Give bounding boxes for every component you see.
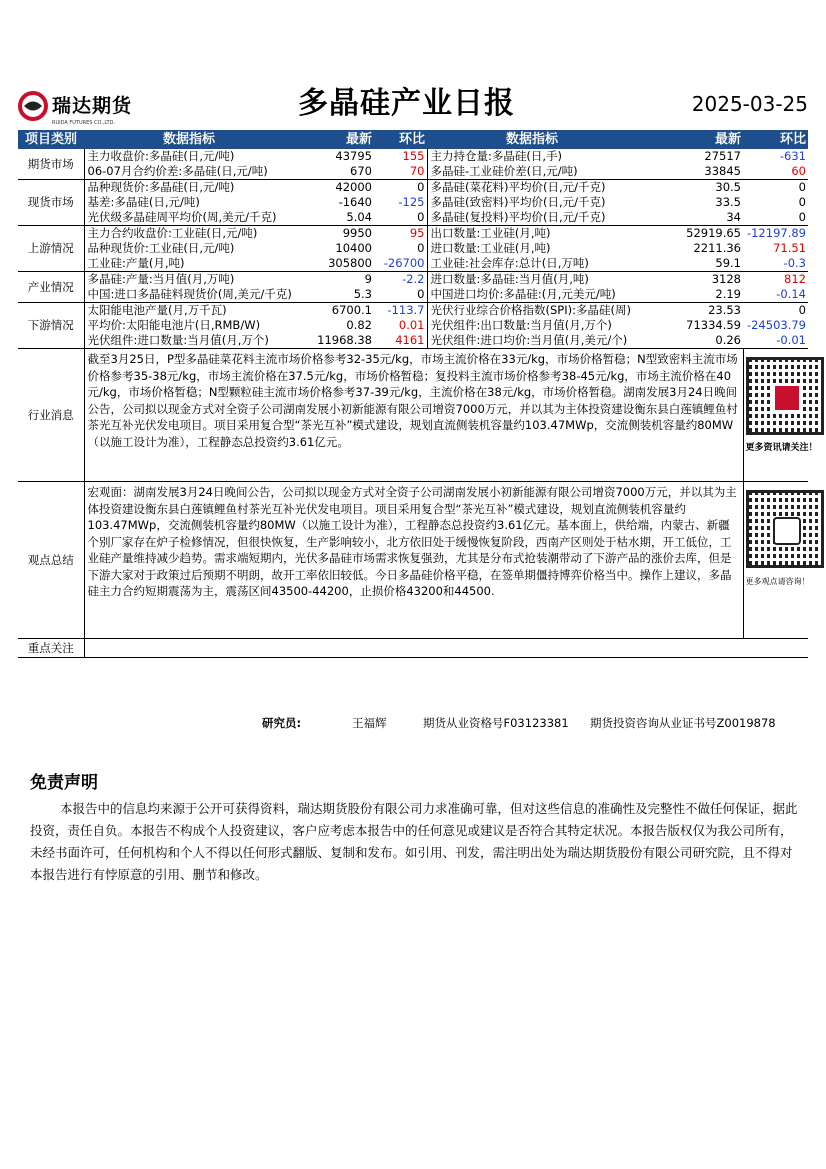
indicator-name: 太阳能电池产量(月,万千瓦) — [87, 303, 227, 317]
change-value: -0.14 — [743, 287, 808, 303]
indicator-name: 工业硅:产量(月,吨) — [84, 256, 294, 272]
change-value: 60 — [743, 164, 808, 180]
change-value: 0 — [374, 287, 427, 303]
qr-caption-viewpoint: 更多观点请咨询！ — [745, 577, 810, 586]
indicator-name: 进口数量:多晶硅:当月值(月,吨) — [430, 272, 589, 286]
industry-news-text: 截至3月25日，P型多晶硅菜花料主流市场价格参考32-35元/kg，市场主流价格在33元/kg，市场价格暂稳；N型致密料主流市场价格参考35-38元/kg，市场主流价格在37.5元/kg，市场价格暂稳；复投料主流市场价格参考38-45元/kg，市场主流价格在40元/kg，市场价格暂稳；N型颗粒硅主流市场价格参考37-39元/kg，主流价格在38元/kg，市场价格暂稳。湖南发展3月24日晚间公告，公司拟以现金方式对全资子公司湖南发展小初新能源有限公司增资7000万元，并以其为主体投资建设衡东县白莲镇鲤鱼村茶光互补光伏发电项目。项目采用复合型“茶光互补”模式建设，规划直流侧装机容量约103.47MWp，交流侧装机容量约80MW（以施工设计为准），工程静态总投资约3.61亿元。 — [84, 349, 743, 482]
latest-value: 0.26 — [637, 333, 743, 349]
indicator-name: 主力收盘价:多晶硅(日,元/吨) — [87, 149, 235, 163]
col-indicator-left: 数据指标 — [84, 130, 294, 149]
indicator-name: 光伏组件:进口数量:当月值(月,万个) — [84, 333, 294, 349]
researcher-consult-cert: 期货投资咨询从业证书号Z0019878 — [590, 716, 776, 730]
company-name: 瑞达期货 — [52, 95, 133, 117]
researcher-name: 王福辉 — [352, 716, 387, 730]
indicator-name: 光伏组件:出口数量:当月值(月,万个) — [430, 318, 612, 332]
change-value: 0 — [374, 241, 427, 256]
latest-value: 9 — [364, 272, 372, 286]
change-value: 155 — [374, 149, 427, 164]
table-row — [18, 287, 808, 303]
change-value: -24503.79 — [746, 318, 806, 332]
table-row — [18, 195, 808, 210]
col-change-right: 环比 — [743, 130, 808, 149]
focus-label: 重点关注 — [18, 639, 84, 658]
table-row — [18, 333, 808, 349]
indicator-name: 多晶硅(致密料)平均价(日,元/千克) — [430, 195, 606, 209]
table-header-row — [18, 130, 808, 149]
latest-value: 305800 — [294, 256, 374, 272]
qr-code-viewpoint — [743, 482, 808, 639]
latest-value: 42000 — [335, 180, 372, 194]
latest-value: 11968.38 — [294, 333, 374, 349]
report-title: 多晶硅产业日报 — [298, 86, 515, 121]
indicator-name: 基差:多晶硅(日,元/吨) — [87, 195, 200, 209]
latest-value: 10400 — [335, 241, 372, 255]
change-value: 0 — [374, 210, 427, 226]
col-latest-right: 最新 — [637, 130, 743, 149]
disclaimer-text: 本报告中的信息均来源于公开可获得资料，瑞达期货股份有限公司力求准确可靠，但对这些信息的准确性及完整性不做任何保证，据此投资，责任自负。本报告不构成个人投资建议，客户应考虑本报告中的任何意见或建议是否符合其特定状况。本报告版权仅为我公司所有，未经书面许可，任何机构和个人不得以任何形式翻版、复制和发布。如引用、刊发，需注明出处为瑞达期货股份有限公司研究院，且不得对本报告进行有悖原意的引用、删节和修改。 — [30, 801, 798, 882]
table-row — [18, 164, 808, 180]
table-row — [18, 256, 808, 272]
indicator-name: 光伏级多晶硅周平均价(周,美元/千克) — [84, 210, 294, 226]
qr-caption-news: 更多资讯请关注！ — [745, 443, 818, 453]
indicator-name: 进口数量:工业硅(月,吨) — [430, 241, 551, 255]
company-subname: RUIDA FUTURES CO.,LTD. — [52, 120, 116, 126]
latest-value: -1640 — [338, 195, 372, 209]
change-value: -0.3 — [743, 256, 808, 272]
table-row — [18, 180, 808, 196]
change-value: 71.51 — [773, 241, 806, 255]
latest-value: 27517 — [704, 149, 741, 163]
latest-value: 33845 — [637, 164, 743, 180]
change-value: 812 — [784, 272, 806, 286]
industry-news-label: 行业消息 — [18, 349, 84, 482]
latest-value: 0.82 — [346, 318, 372, 332]
change-value: 0 — [374, 180, 427, 196]
report-header — [18, 78, 808, 128]
latest-value: 23.53 — [708, 303, 741, 317]
latest-value: 2.19 — [637, 287, 743, 303]
category-label: 现货市场 — [18, 180, 84, 226]
col-category: 项目类别 — [18, 130, 84, 149]
data-table — [18, 130, 818, 658]
change-value: 0 — [798, 303, 806, 317]
focus-row — [18, 639, 808, 658]
latest-value: 59.1 — [637, 256, 743, 272]
indicator-name: 中国:进口多晶硅料现货价(周,美元/千克) — [84, 287, 294, 303]
category-label: 上游情况 — [18, 226, 84, 272]
qr-code-icon — [746, 490, 824, 568]
indicator-name: 工业硅:社会库存:总计(日,万吨) — [427, 256, 637, 272]
change-value: 0 — [798, 180, 806, 194]
viewpoint-label: 观点总结 — [18, 482, 84, 639]
change-value: 0.01 — [374, 318, 427, 333]
latest-value: 34 — [637, 210, 743, 226]
indicator-name: 光伏组件:进口均价:当月值(月,美元/个) — [427, 333, 637, 349]
table-row — [18, 149, 808, 164]
category-label: 期货市场 — [18, 149, 84, 180]
latest-value: 52919.65 — [686, 226, 741, 240]
table-row — [18, 318, 808, 333]
change-value: 0 — [743, 210, 808, 226]
qr-code-icon — [746, 357, 824, 435]
indicator-name: 中国进口均价:多晶硅:(月,元美元/吨) — [427, 287, 637, 303]
industry-news-row — [18, 349, 808, 482]
indicator-name: 品种现货价:多晶硅(日,元/吨) — [87, 180, 235, 194]
latest-value: 30.5 — [715, 180, 741, 194]
change-value: -0.01 — [743, 333, 808, 349]
researcher-label: 研究员: — [262, 716, 302, 730]
indicator-name: 多晶硅-工业硅价差(日,元/吨) — [427, 164, 637, 180]
latest-value: 43795 — [335, 149, 372, 163]
indicator-name: 光伏行业综合价格指数(SPI):多晶硅(周) — [430, 303, 631, 317]
indicator-name: 多晶硅(复投料)平均价(日,元/千克) — [427, 210, 637, 226]
latest-value: 33.5 — [715, 195, 741, 209]
change-value: 4161 — [374, 333, 427, 349]
company-logo — [18, 90, 133, 126]
change-value: -2.2 — [374, 272, 427, 288]
viewpoint-row — [18, 482, 808, 639]
ruida-logo-icon — [18, 91, 48, 121]
indicator-name: 多晶硅(菜花料)平均价(日,元/千克) — [430, 180, 606, 194]
latest-value: 2211.36 — [693, 241, 741, 255]
viewpoint-text: 宏观面：湖南发展3月24日晚间公告，公司拟以现金方式对全资子公司湖南发展小初新能源有限公司增资7000万元，并以其为主体投资建设衡东县白莲镇鲤鱼村茶光互补光伏发电项目。项目采用复合型“茶光互补”模式建设，规划直流侧装机容量约103.47MWp，交流侧装机容量约80MW（以施工设计为准），工程静态总投资约3.61亿元。基本面上，供给端，内蒙古、新疆个别厂家存在炉子检修情况，但很快恢复，生产影响较小，北方依旧处于缓慢恢复阶段，西南产区则处于枯水期，开工低位，工业硅产量维持减少趋势。需求端短期内，光伏多晶硅市场需求恢复强劲，尤其是分布式抢装潮带动了下游产品的涨价去库，但是下游大家对于政策过后预期不明朗，故开工率依旧较低。今日多晶硅价格平稳，在签单期僵持博弈价格当中。操作上建议，多晶硅主力合约短期震荡为主，震荡区间43500-44200，止损价格43200和44500. — [84, 482, 743, 639]
latest-value: 5.04 — [294, 210, 374, 226]
category-label: 下游情况 — [18, 303, 84, 349]
change-value: -113.7 — [374, 303, 427, 319]
table-row — [18, 226, 808, 242]
change-value: -125 — [374, 195, 427, 210]
report-date: 2025-03-25 — [691, 92, 808, 116]
indicator-name: 出口数量:工业硅(月,吨) — [430, 226, 551, 240]
focus-text — [84, 639, 808, 658]
latest-value: 9950 — [342, 226, 372, 240]
table-row — [18, 303, 808, 319]
indicator-name: 品种现货价:工业硅(日,元/吨) — [87, 241, 235, 255]
col-change-left: 环比 — [374, 130, 427, 149]
indicator-name: 平均价:太阳能电池片(日,RMB/W) — [87, 318, 261, 332]
table-row — [18, 210, 808, 226]
change-value: -26700 — [374, 256, 427, 272]
change-value: -631 — [779, 149, 806, 163]
table-row — [18, 241, 808, 256]
indicator-name: 主力合约收盘价:工业硅(日,元/吨) — [87, 226, 258, 240]
category-label: 产业情况 — [18, 272, 84, 303]
change-value: 95 — [374, 226, 427, 242]
col-indicator-right: 数据指标 — [427, 130, 637, 149]
latest-value: 71334.59 — [686, 318, 741, 332]
change-value: -12197.89 — [746, 226, 806, 240]
researcher-qualification: 期货从业资格号F03123381 — [423, 716, 569, 730]
latest-value: 6700.1 — [331, 303, 372, 317]
latest-value: 5.3 — [294, 287, 374, 303]
indicator-name: 多晶硅:产量:当月值(月,万吨) — [87, 272, 235, 286]
latest-value: 3128 — [711, 272, 741, 286]
disclaimer-title: 免责声明 — [30, 773, 98, 793]
qr-code-news — [743, 349, 818, 482]
col-latest-left: 最新 — [294, 130, 374, 149]
change-value: 70 — [374, 164, 427, 180]
change-value: 0 — [798, 195, 806, 209]
latest-value: 670 — [294, 164, 374, 180]
indicator-name: 主力持仓量:多晶硅(日,手) — [430, 149, 563, 163]
table-row — [18, 272, 808, 288]
indicator-name: 06-07月合约价差:多晶硅(日,元/吨) — [84, 164, 294, 180]
